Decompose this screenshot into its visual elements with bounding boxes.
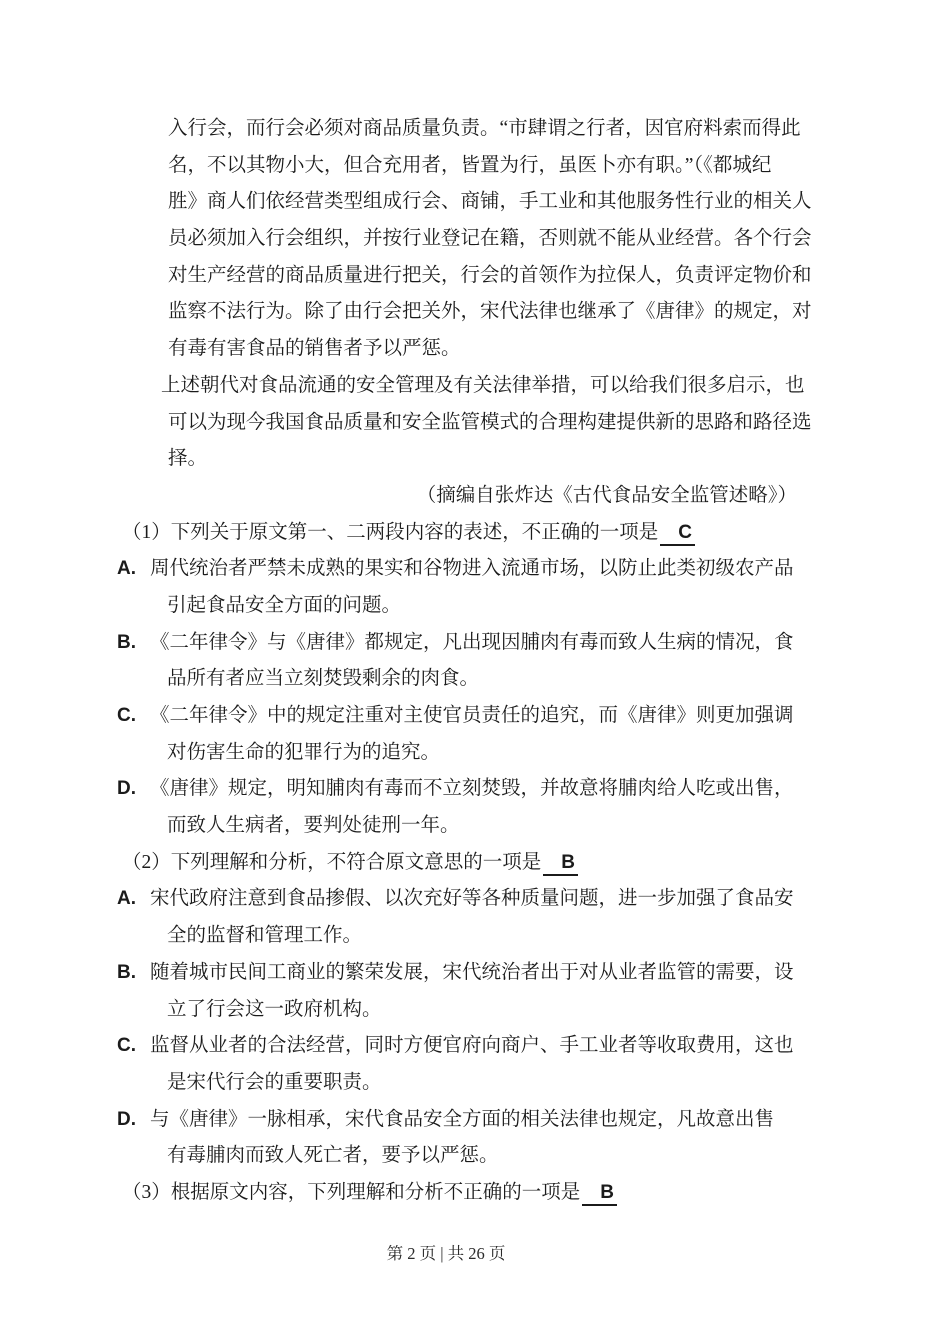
answer-letter: B <box>561 851 575 873</box>
line-text: （2）下列理解和分析，不符合原文意思的一项是 <box>122 851 542 873</box>
answer-blank <box>660 522 695 546</box>
option-continuation-line <box>0 808 950 845</box>
line-text: 是宋代行会的重要职责。 <box>167 1071 382 1093</box>
option-line <box>0 1028 950 1065</box>
line-text: （1）下列关于原文第一、二两段内容的表述，不正确的一项是 <box>122 521 659 543</box>
passage-line <box>0 258 950 295</box>
option-text: 《二年律令》与《唐律》都规定，凡出现因脯肉有毒而致人生病的情况，食 <box>150 631 794 653</box>
document-body <box>0 111 950 1212</box>
line-text: 名，不以其物小大，但合充用者，皆置为行，虽医卜亦有职。”（《都城纪 <box>168 154 772 176</box>
passage-line <box>0 294 950 331</box>
line-text: 有毒有害食品的销售者予以严惩。 <box>168 338 461 360</box>
option-text: 随着城市民间工商业的繁荣发展，宋代统治者出于对从业者监管的需要，设 <box>150 961 794 983</box>
answer-blank <box>543 852 578 876</box>
option-continuation-line <box>0 588 950 625</box>
option-text: 《二年律令》中的规定注重对主使官员责任的追究，而《唐律》则更加强调 <box>150 705 794 726</box>
passage-line <box>0 331 950 368</box>
option-continuation-line <box>0 735 950 772</box>
line-text: 监察不法行为。除了由行会把关外，宋代法律也继承了《唐律》的规定，对 <box>168 301 812 323</box>
option-line <box>0 881 950 918</box>
line-text: 引起食品安全方面的问题。 <box>167 594 402 616</box>
page-footer <box>0 1242 892 1266</box>
option-letter: A. <box>117 558 136 580</box>
line-text: 上述朝代对食品流通的安全管理及有关法律举措，可以给我们很多启示，也 <box>161 374 805 396</box>
line-text: 对伤害生命的犯罪行为的追究。 <box>167 741 441 763</box>
option-text: 周代统治者严禁未成熟的果实和谷物进入流通市场，以防止此类初级农产品 <box>150 558 794 580</box>
line-text: （摘编自张炸达《古代食品安全监管述略》） <box>416 484 797 506</box>
passage-line <box>0 221 950 258</box>
option-line <box>0 955 950 992</box>
option-line <box>0 1102 950 1139</box>
passage-line <box>0 111 950 148</box>
option-letter: B. <box>117 961 136 983</box>
page-indicator: 第 2 页 | 共 26 页 <box>386 1244 506 1263</box>
passage-line <box>0 368 950 405</box>
line-text: 有毒脯肉而致人死亡者，要予以严惩。 <box>167 1145 499 1167</box>
option-line <box>0 771 950 808</box>
option-letter: C. <box>117 705 136 726</box>
option-line <box>0 625 950 662</box>
passage-line <box>0 148 950 185</box>
option-text: 《唐律》规定，明知脯肉有毒而不立刻焚毁，并故意将脯肉给人吃或出售， <box>150 778 794 800</box>
option-continuation-line <box>0 918 950 955</box>
question-stem <box>0 845 950 882</box>
line-text: 胜》商人们依经营类型组成行会、商铺，手工业和其他服务性行业的相关人 <box>168 191 812 213</box>
answer-letter: B <box>600 1181 614 1203</box>
option-text: 监督从业者的合法经营，同时方便官府向商户、手工业者等收取费用，这也 <box>150 1035 794 1057</box>
option-letter: C. <box>117 1035 136 1057</box>
line-text: 员必须加入行会组织，并按行业登记在籍，否则就不能从业经营。各个行会 <box>168 228 812 250</box>
answer-letter: C <box>678 521 692 543</box>
option-letter: D. <box>117 1108 136 1130</box>
passage-line <box>0 405 950 442</box>
line-text: 立了行会这一政府机构。 <box>167 998 382 1020</box>
attribution-line <box>0 478 950 515</box>
line-text: 而致人生病者，要判处徒刑一年。 <box>167 815 460 837</box>
line-text: （3）根据原文内容，下列理解和分析不正确的一项是 <box>122 1181 581 1203</box>
line-text: 对生产经营的商品质量进行把关，行会的首领作为拉保人，负责评定物价和 <box>168 264 812 286</box>
option-continuation-line <box>0 992 950 1029</box>
question-stem <box>0 1175 950 1212</box>
answer-blank <box>582 1182 617 1206</box>
line-text: 入行会，而行会必须对商品质量负责。“市肆谓之行者，因官府料索而得此 <box>168 118 801 139</box>
option-continuation-line <box>0 661 950 698</box>
option-text: 与《唐律》一脉相承，宋代食品安全方面的相关法律也规定，凡故意出售 <box>150 1108 775 1130</box>
line-text: 可以为现今我国食品质量和安全监管模式的合理构建提供新的思路和路径选 <box>168 411 812 433</box>
option-letter: B. <box>117 631 136 653</box>
line-text: 择。 <box>168 448 208 470</box>
option-line <box>0 698 950 735</box>
passage-line <box>0 441 950 478</box>
option-continuation-line <box>0 1138 950 1175</box>
line-text: 全的监督和管理工作。 <box>167 925 363 947</box>
passage-line <box>0 184 950 221</box>
option-letter: A. <box>117 888 136 910</box>
option-text: 宋代政府注意到食品掺假、以次充好等各种质量问题，进一步加强了食品安 <box>150 888 794 910</box>
option-letter: D. <box>117 778 136 800</box>
question-stem <box>0 515 950 552</box>
option-line <box>0 551 950 588</box>
line-text: 品所有者应当立刻焚毁剩余的肉食。 <box>167 668 480 690</box>
option-continuation-line <box>0 1065 950 1102</box>
